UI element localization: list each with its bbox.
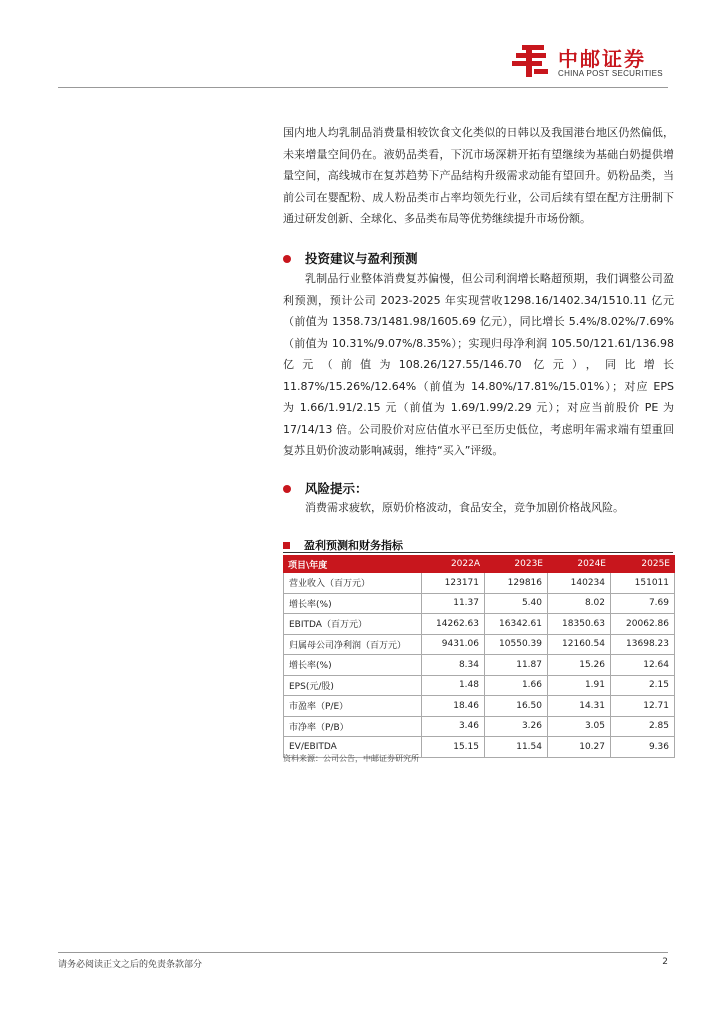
row-label: 增长率(%) [284,655,422,676]
table-title-text: 盈利预测和财务指标 [304,539,403,552]
year-header: 2022A [422,556,485,573]
table-title-divider [283,552,673,553]
value-cell: 11.37 [422,593,485,614]
row-label: EBITDA（百万元） [284,614,422,635]
value-cell: 8.34 [422,655,485,676]
company-logo [512,43,674,83]
risk-paragraph: 消费需求疲软，原奶价格波动，食品安全，竞争加剧价格战风险。 [305,501,624,514]
value-cell: 2.15 [611,675,675,696]
value-cell: 123171 [422,573,485,594]
year-header: 2025E [611,556,675,573]
year-header: 2023E [485,556,548,573]
china-post-logo-icon [512,43,552,79]
square-bullet-icon [283,542,290,549]
heading-text: 投资建议与盈利预测 [305,251,418,266]
value-cell: 12.64 [611,655,675,676]
value-cell: 9431.06 [422,634,485,655]
row-label: 市净率（P/B） [284,716,422,737]
value-cell: 18350.63 [548,614,611,635]
value-cell: 16342.61 [485,614,548,635]
value-cell: 151011 [611,573,675,594]
value-cell: 2.85 [611,716,675,737]
table-row [284,614,675,635]
value-cell: 7.69 [611,593,675,614]
value-cell: 11.87 [485,655,548,676]
invest-paragraph: 乳制品行业整体消费复苏偏慢，但公司利润增长略超预期，我们调整公司盈利预测，预计公司 2023-2025 年实现营收1298.16/1402.34/1510.11 亿元（前值为 1358.73/1481.98/1605.69 亿元），同比增长 5.4%/8.02%/7.69%（前值为 10.31%/9.07%/8.35%）；实现归母净利润 105.50/121.61/136.98 亿元（前值为108.26/127.55/146.70 亿元），同比增长 11.87%/15.26%/12.64%（前值为 14.80%/17.81%/15.01%）；对应 EPS 为 1.66/1.91/2.15 元（前值为 1.69/1.99/2.29 元）；对应当前股价 PE 为 17/14/13 倍。公司股价对应估值水平已至历史低位，考虑明年需求端有望重回复苏且奶价波动影响减弱，维持“买入”评级。 [283,272,674,457]
value-cell: 11.54 [485,737,548,758]
value-cell: 140234 [548,573,611,594]
table-row [284,675,675,696]
heading-text: 风险提示： [305,481,368,496]
value-cell: 8.02 [548,593,611,614]
row-label: 增长率(%) [284,593,422,614]
table-row [284,593,675,614]
row-label: EV/EBITDA [284,737,422,758]
intro-paragraph: 国内地人均乳制品消费量相较饮食文化类似的日韩以及我国港台地区仍然偏低，未来增量空间仍在。液奶品类看，下沉市场深耕开拓有望继续为基础白奶提供增量空间，高线城市在复苏趋势下产品结构升级需求动能有望回升。奶粉品类，当前公司在婴配粉、成人粉品类市占率均领先行业，公司后续有望在配方注册制下通过研发创新、全球化、多品类布局等优势继续提升市场份额。 [283,126,674,225]
value-cell: 15.26 [548,655,611,676]
table-header-row [284,556,675,573]
table-source-note: 资料来源：公司公告，中邮证券研究所 [283,754,419,763]
table-row [284,573,675,594]
table-row [284,655,675,676]
header-divider [58,87,668,88]
value-cell: 1.48 [422,675,485,696]
value-cell: 10.27 [548,737,611,758]
brand-name-cn: 中邮证券 [558,47,646,71]
value-cell: 16.50 [485,696,548,717]
table-row [284,716,675,737]
row-label: EPS(元/股) [284,675,422,696]
section-heading-risk [283,479,368,497]
row-label: 营业收入（百万元） [284,573,422,594]
value-cell: 15.15 [422,737,485,758]
value-cell: 20062.86 [611,614,675,635]
brand-name-en: CHINA POST SECURITIES [558,69,663,78]
value-cell: 1.66 [485,675,548,696]
value-cell: 12160.54 [548,634,611,655]
table-row [284,634,675,655]
section-heading-invest [283,249,418,267]
header-label-cell: 项目\年度 [284,556,422,573]
value-cell: 10550.39 [485,634,548,655]
value-cell: 3.46 [422,716,485,737]
row-label: 市盈率（P/E） [284,696,422,717]
value-cell: 129816 [485,573,548,594]
value-cell: 14262.63 [422,614,485,635]
footer-divider [58,952,668,953]
financial-forecast-table [283,555,675,758]
value-cell: 9.36 [611,737,675,758]
value-cell: 3.05 [548,716,611,737]
value-cell: 18.46 [422,696,485,717]
page-number: 2 [662,957,668,967]
footer-disclaimer: 请务必阅读正文之后的免责条款部分 [58,960,203,970]
table-row [284,696,675,717]
table-title [283,537,403,553]
row-label: 归属母公司净利润（百万元） [284,634,422,655]
value-cell: 13698.23 [611,634,675,655]
value-cell: 12.71 [611,696,675,717]
bullet-icon [283,255,291,263]
bullet-icon [283,485,291,493]
value-cell: 14.31 [548,696,611,717]
value-cell: 1.91 [548,675,611,696]
value-cell: 5.40 [485,593,548,614]
year-header: 2024E [548,556,611,573]
value-cell: 3.26 [485,716,548,737]
